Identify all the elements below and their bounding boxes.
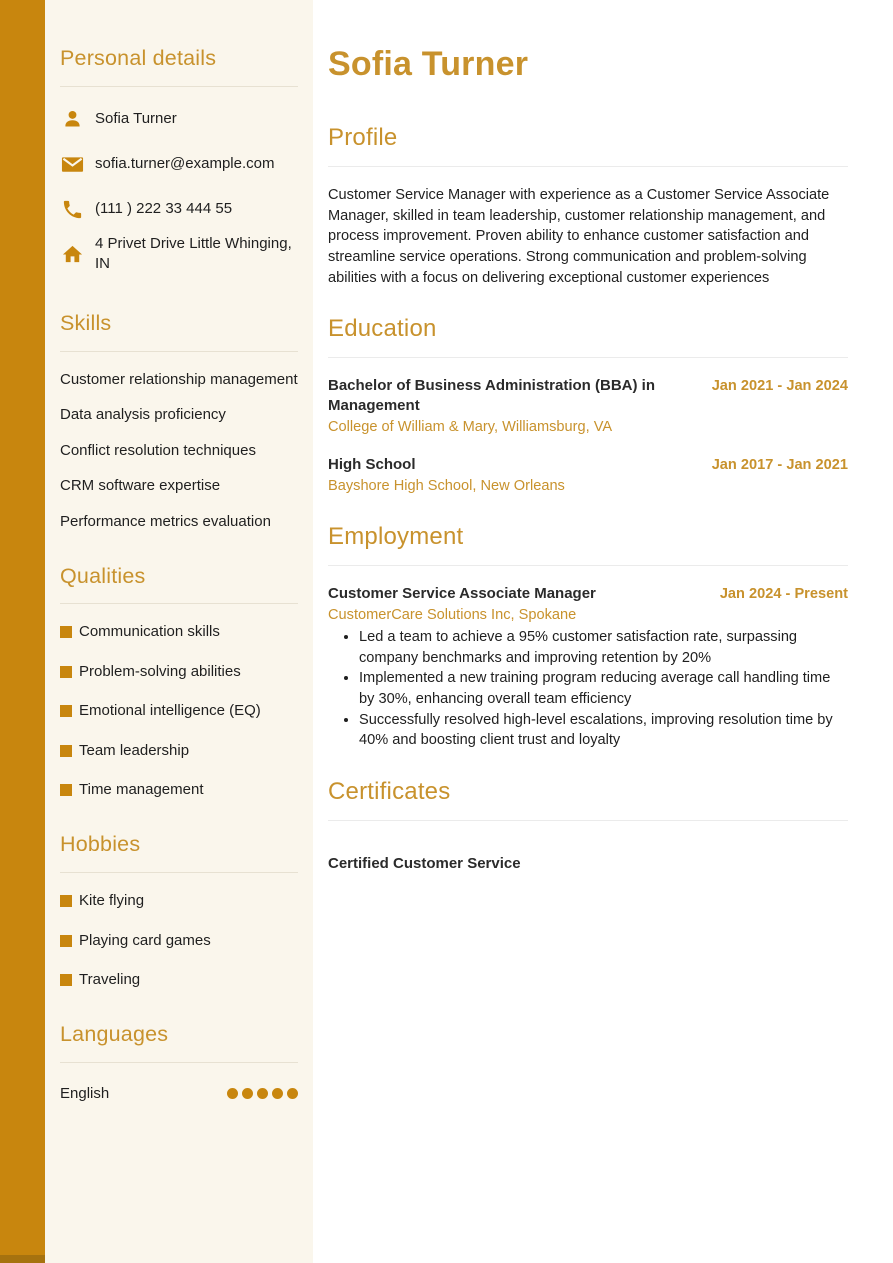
job-bullet: • Successfully resolved high-level escalations, improving resolution time by 40% and boosting client trust and loyalty: [359, 710, 848, 751]
skills-title: Skills: [60, 310, 112, 335]
divider: [60, 603, 298, 604]
quality-item: [60, 624, 298, 640]
hobbies-title: Hobbies: [60, 832, 141, 857]
hobby-item: [60, 893, 298, 909]
employment-entry-head: [328, 584, 848, 605]
school-name: Bayshore High School, New Orleans: [328, 477, 565, 494]
skill-item: Performance metrics evaluation: [60, 512, 271, 530]
square-bullet-icon: [60, 784, 72, 796]
skills-list: [60, 372, 298, 530]
square-bullet-icon: [60, 666, 72, 678]
personal-details-title: Personal details: [60, 46, 217, 70]
contact-text: 4 Privet Drive Little Whinging, IN: [95, 234, 292, 273]
section-profile: [328, 124, 848, 288]
square-bullet-icon: [60, 626, 72, 638]
divider: [60, 351, 298, 352]
language-level-dot: [257, 1088, 268, 1099]
job-bullet-list: [328, 627, 848, 751]
education-entry-head: [328, 455, 848, 476]
hobby-label: Kite flying: [79, 892, 145, 910]
language-name: English: [60, 1084, 110, 1102]
contact-row-address: [60, 232, 298, 277]
job-bullet: • Led a team to achieve a 95% customer satisfaction rate, surpassing company benchmarks and improving retention by 20%: [359, 627, 848, 668]
hobby-label: Playing card games: [79, 931, 211, 949]
profile-title: Profile: [328, 124, 848, 167]
divider: [60, 1062, 298, 1063]
divider: [60, 872, 298, 873]
degree-title: Bachelor of Business Administration (BBA) in Management: [328, 376, 655, 415]
contact-row-name: [60, 97, 298, 142]
employment-title: Employment: [328, 523, 848, 566]
qualities-title: Qualities: [60, 563, 146, 588]
skill-item: Conflict resolution techniques: [60, 441, 256, 459]
quality-item: [60, 703, 298, 719]
skill-item: Data analysis proficiency: [60, 406, 226, 424]
section-certificates: [328, 778, 848, 874]
hobby-item: [60, 933, 298, 949]
contact-text: (111 ) 222 33 444 55: [95, 200, 233, 218]
contact-list: [60, 97, 298, 277]
square-bullet-icon: [60, 745, 72, 757]
language-row: [60, 1085, 298, 1102]
sidebar-section-skills: [60, 311, 298, 530]
sidebar-section-hobbies: [60, 832, 298, 988]
hobby-item: [60, 972, 298, 988]
language-level-dot: [272, 1088, 283, 1099]
certificate-name: Certified Customer Service: [328, 854, 521, 872]
quality-label: Problem-solving abilities: [79, 662, 241, 680]
language-level-dot: [227, 1088, 238, 1099]
company-name: CustomerCare Solutions Inc, Spokane: [328, 606, 577, 623]
square-bullet-icon: [60, 705, 72, 717]
home-icon: [60, 242, 84, 266]
hobbies-list: [60, 893, 298, 988]
main-content: [313, 0, 893, 1263]
hobby-label: Traveling: [79, 971, 141, 989]
accent-bar: [0, 0, 45, 1263]
language-level-dots: [227, 1088, 298, 1099]
degree-title: High School: [328, 456, 416, 474]
skill-item: CRM software expertise: [60, 477, 221, 495]
phone-icon: [60, 197, 84, 221]
certificates-title: Certificates: [328, 778, 848, 821]
job-bullet: • Implemented a new training program reducing average call handling time by 30%, enhancing overall team efficiency: [359, 668, 848, 709]
section-education: [328, 315, 848, 496]
education-dates: Jan 2021 - Jan 2024: [711, 377, 848, 394]
divider: [60, 86, 298, 87]
square-bullet-icon: [60, 895, 72, 907]
section-employment: [328, 523, 848, 750]
language-level-dot: [287, 1088, 298, 1099]
quality-label: Team leadership: [79, 741, 190, 759]
quality-label: Emotional intelligence (EQ): [79, 702, 261, 720]
contact-row-email: [60, 142, 298, 187]
name-title: Sofia Turner: [328, 45, 529, 83]
skill-item: Customer relationship management: [60, 370, 298, 388]
quality-item: [60, 782, 298, 798]
education-title: Education: [328, 315, 848, 358]
quality-label: Communication skills: [79, 623, 220, 641]
square-bullet-icon: [60, 974, 72, 986]
employment-entry: [328, 584, 848, 751]
contact-row-phone: [60, 187, 298, 232]
quality-item: [60, 664, 298, 680]
languages-title: Languages: [60, 1022, 169, 1047]
job-role: Customer Service Associate Manager: [328, 585, 596, 603]
education-entry: [328, 455, 848, 496]
sidebar-section-personal-details: [60, 46, 298, 277]
education-entry: [328, 376, 848, 438]
contact-text: Sofia Turner: [95, 110, 177, 128]
profile-text: Customer Service Manager with experience as a Customer Service Associate Manager, skilled in team leadership, customer relationship management, and process improvement. Proven ability to enhance customer satisfaction and streamline service operations. Strong communication and problem-solving abilities with a focus on delivering exceptional customer experiences: [328, 187, 830, 286]
education-entry-head: [328, 376, 848, 417]
employment-dates: Jan 2024 - Present: [719, 586, 848, 603]
square-bullet-icon: [60, 935, 72, 947]
person-icon: [60, 107, 84, 131]
quality-item: [60, 743, 298, 759]
email-icon: [60, 152, 84, 176]
sidebar-section-languages: [60, 1022, 298, 1102]
quality-label: Time management: [79, 781, 204, 799]
sidebar-section-qualities: [60, 564, 298, 799]
sidebar: [45, 0, 313, 1263]
contact-text: sofia.turner@example.com: [95, 155, 275, 173]
language-level-dot: [242, 1088, 253, 1099]
school-name: College of William & Mary, Williamsburg, VA: [328, 418, 613, 435]
education-dates: Jan 2017 - Jan 2021: [711, 457, 848, 474]
qualities-list: [60, 624, 298, 798]
